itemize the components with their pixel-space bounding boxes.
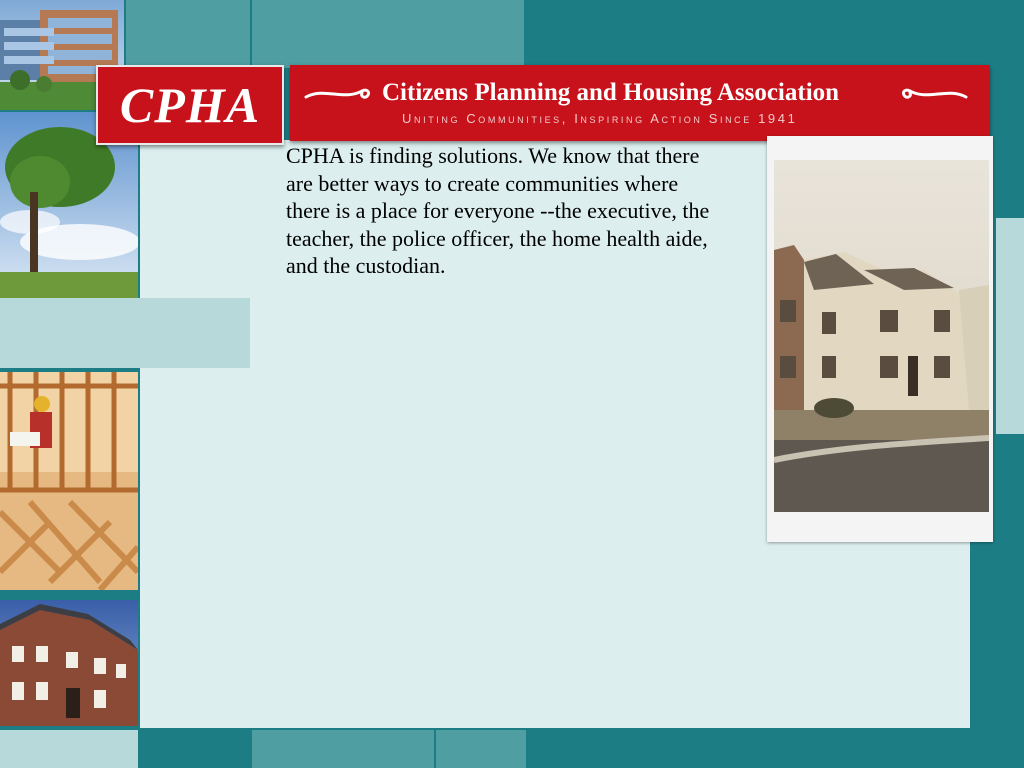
construction-framing-photo (0, 372, 138, 590)
bg-tile (436, 474, 526, 582)
organization-name: Citizens Planning and Housing Association (382, 79, 840, 106)
bg-tile (526, 0, 758, 68)
bg-tile (996, 218, 1024, 434)
bg-tile (0, 730, 138, 768)
suburban-houses-photo (774, 160, 989, 512)
bg-tile (0, 298, 250, 368)
scroll-ornament-left-icon (304, 83, 374, 105)
bg-tile (252, 474, 434, 582)
bg-tile (528, 586, 970, 726)
bg-tile (972, 586, 1024, 768)
bg-tile (252, 370, 524, 470)
bg-tile (252, 0, 524, 68)
bg-tile (126, 0, 250, 68)
bg-tile (436, 730, 526, 768)
bg-tile (526, 370, 642, 470)
bg-tile (252, 730, 434, 768)
header-banner (290, 65, 990, 141)
bg-tile (252, 586, 434, 726)
brick-colonial-house-photo (0, 600, 138, 726)
logo-text: CPHA (119, 77, 261, 133)
scroll-ornament-right-icon (898, 83, 968, 105)
bg-tile (436, 586, 526, 726)
bg-tile (140, 730, 250, 768)
cpha-logo (96, 65, 284, 145)
body-paragraph: CPHA is finding solutions. We know that there are better ways to create communities where there is a place for everyone --the executive, the teacher, the police officer, the home health aide, and the custodian. (286, 143, 710, 278)
organization-tagline: Uniting Communities, Inspiring Action Since 1941 (402, 111, 798, 126)
bg-tile (760, 0, 1024, 68)
